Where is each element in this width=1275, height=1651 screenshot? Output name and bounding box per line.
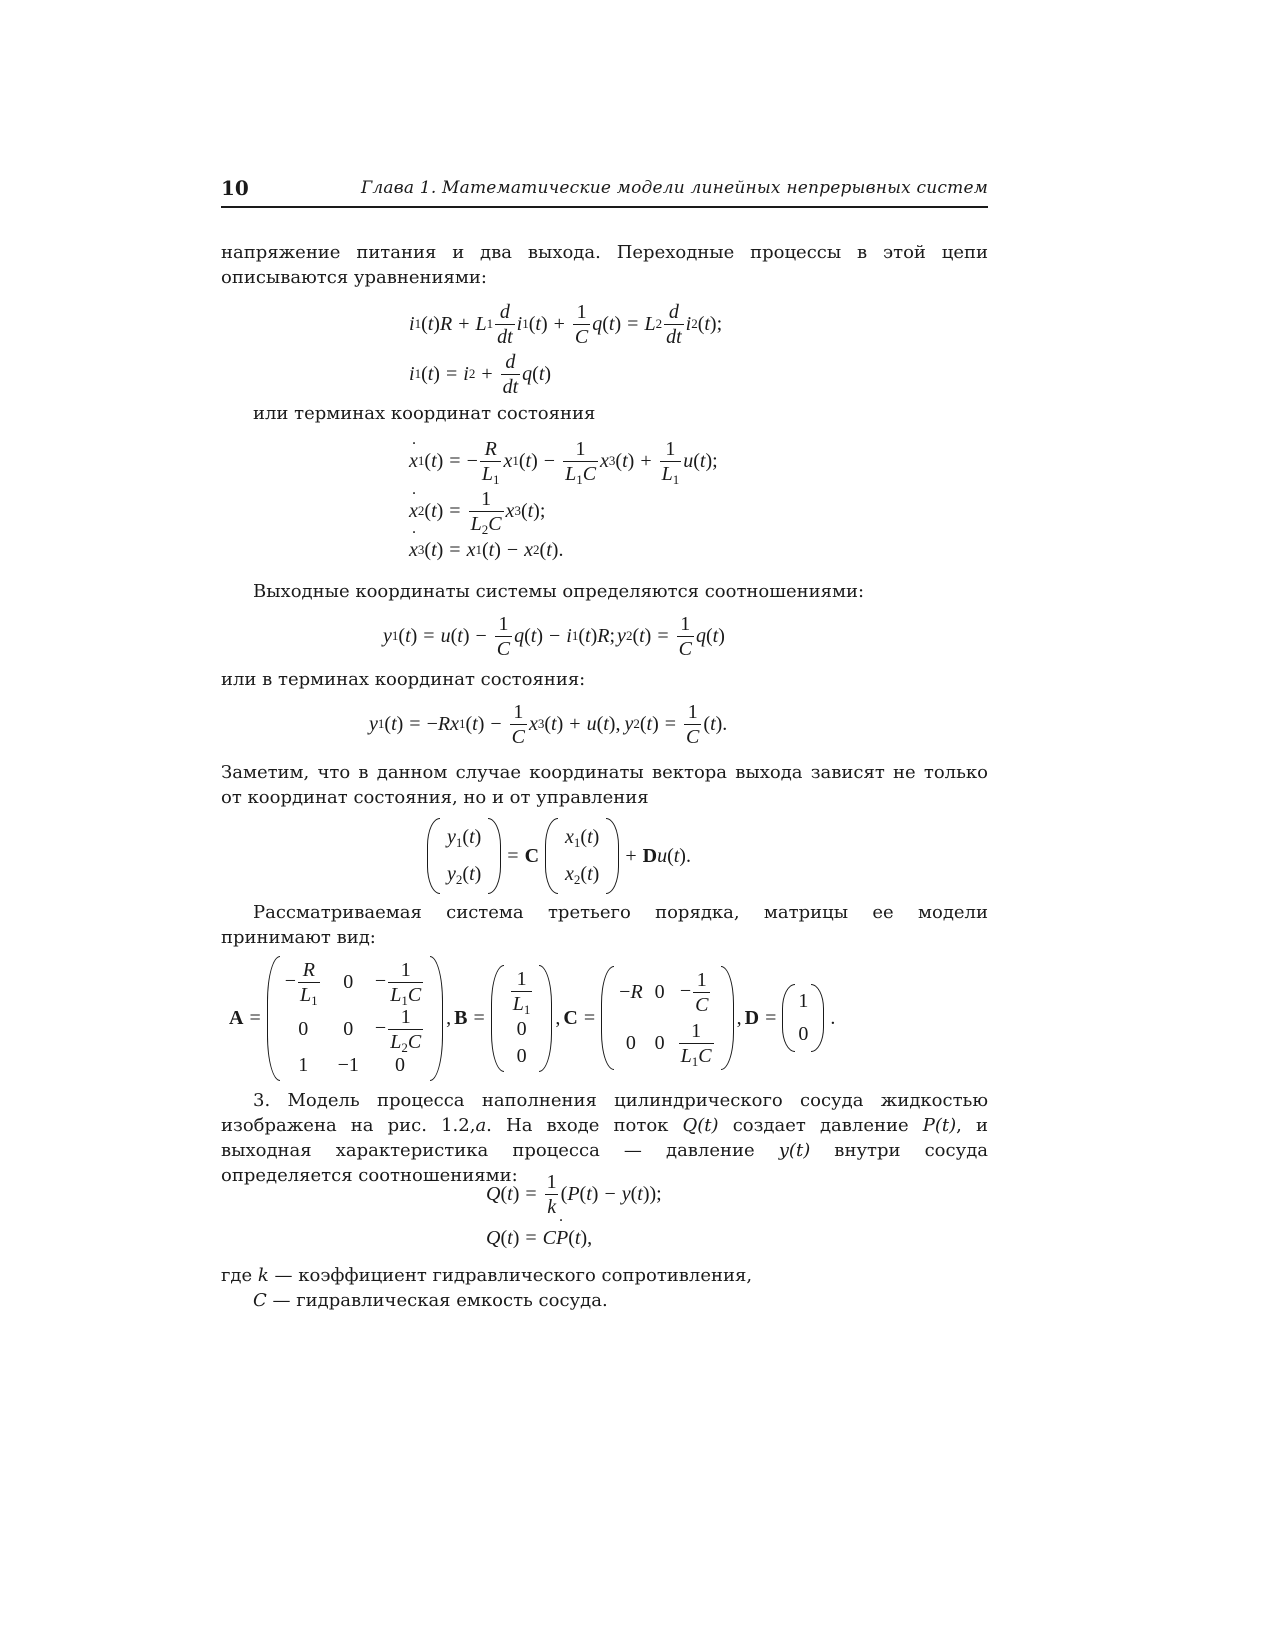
equation-state: [409, 437, 849, 572]
equation-output-state: [369, 700, 829, 750]
page-header: [221, 176, 988, 208]
equation-line: ˙ x 1 ( t ) = − $\frac{R}{L_1}$ x 1 ( t ) − $\frac{1}{L_1C}$ x 3 ( t ) + $\frac{1}{L_1}$ u ( t );: [409, 437, 718, 485]
equation-line: ˙ x 3 ( t ) = x 1 ( t ) − x 2 ( t ).: [409, 530, 563, 570]
page: [221, 0, 988, 1651]
paragraph-9: C — гидравлическая емкость сосуда.: [253, 1290, 608, 1311]
matrix-b: $\frac{1}{L_1}$ 0 0: [491, 965, 553, 1072]
equation-line: i 1 ( t ) R + L 1 $\frac{d}{dt}$ i 1 ( t ) + $\frac{1}{C}$ q ( t ) = L 2 $\frac{d}{dt}$ i 2 ( t );: [409, 300, 723, 348]
equation-line: y 1 ( t ) = − Rx 1 ( t ) − $\frac{1}{C}$ x 3 ( t ) + u ( t ), y 2 ( t ) = $\frac{1}{C}$ ( t ).: [369, 700, 728, 748]
vector-x: $x_1(t)$ $x_2(t)$: [545, 818, 619, 894]
paragraph-8: где k — коэффициент гидравлического сопротивления,: [221, 1265, 753, 1286]
vector-y: $y_1(t)$ $y_2(t)$: [427, 818, 501, 894]
paragraph-1: напряжение питания и два выхода. Переходные процессы в этой цепи описываются уравнениями:: [221, 242, 988, 288]
equation-line: ˙ x 2 ( t ) = $\frac{1}{L_2C}$ x 3 ( t );: [409, 487, 545, 535]
paragraph-3: Выходные координаты системы определяются соотношениями:: [253, 581, 865, 602]
paragraph-2: или терминах координат состояния: [253, 403, 596, 424]
running-title: Глава 1. Математические модели линейных непрерывных систем: [360, 178, 988, 198]
paragraph-5: Заметим, что в данном случае координаты вектора выхода зависят не только от координат состояния, но и от управления: [221, 762, 988, 808]
equation-circuit: [409, 300, 829, 400]
equation-vector-output: [427, 818, 747, 894]
matrix-a: − $\frac{R}{L_1}$ 0 − $\frac{1}{L_1C}$ 0 0 − $\frac{1}{L_2C}$ 1 −1 0: [267, 956, 443, 1081]
equation-line: Q ( t ) = $\frac{1}{k}$ ( P ( t ) − y ( t ));: [486, 1170, 662, 1218]
equation-vessel: [486, 1170, 746, 1260]
equation-line: $y_1(t)$ $y_2(t)$ = C $x_1(t)$ $x_2(t)$ + D u ( t ).: [427, 818, 747, 894]
matrix-c: −R 0 − $\frac{1}{C}$ 0 0 $\frac{1}{L_1C}$: [601, 966, 733, 1070]
equation-line: Q ( t ) = C ˙ P ( t ),: [486, 1218, 592, 1258]
paragraph-4: или в терминах координат состояния:: [221, 669, 586, 690]
equation-line: A = − $\frac{R}{L_1}$ 0 − $\frac{1}{L_1C}$ 0 0 − $\frac{1}{L_2C}$ 1 −1 0 , B = $\frac{1}{L_1}$ 0 0 , C = −R 0 − $\frac{1}{C}$ 0 0 $\frac{1}{L_1C}$ , D = 1 0 .: [229, 960, 939, 1076]
equation-line: i 1 ( t ) = i 2 + $\frac{d}{dt}$ q ( t ): [409, 350, 552, 398]
equation-matrices: [229, 960, 939, 1076]
equation-line: y 1 ( t ) = u ( t ) − $\frac{1}{C}$ q ( t ) − i 1 ( t ) R ; y 2 ( t ) = $\frac{1}{C}$ q ( t ): [383, 612, 725, 660]
equation-output: [383, 612, 823, 662]
page-number: 10: [221, 176, 249, 200]
matrix-d: 1 0: [782, 984, 824, 1052]
paragraph-6: Рассматриваемая система третьего порядка, матрицы ее модели принимают вид:: [221, 902, 988, 948]
paragraph-7: 3. Модель процесса наполнения цилиндрического сосуда жидкостью изображена на рис. 1.2,а. На входе поток Q(t) создает давление P(t), и выходная характеристика процесса — давление y(t) внутри сосуда определяется соотношениями:: [221, 1090, 989, 1186]
